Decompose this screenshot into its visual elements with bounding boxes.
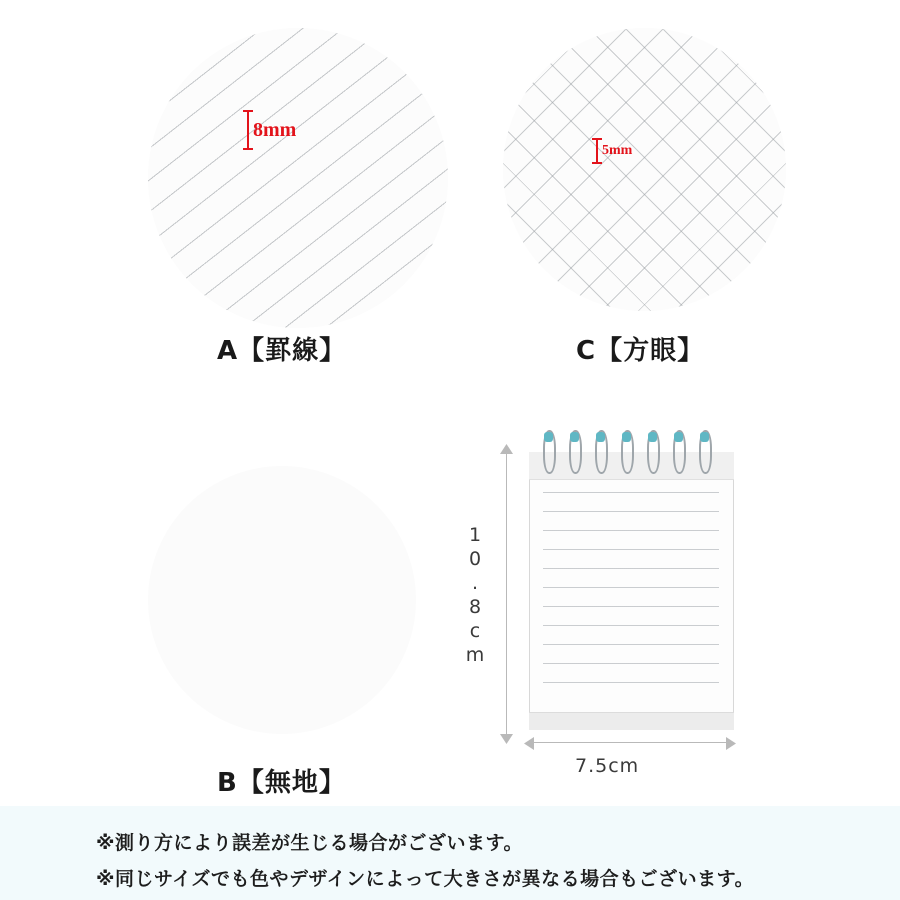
dimension-arrow-left-icon (524, 737, 534, 750)
spiral-ring-icon (647, 430, 660, 476)
measure-bar-icon (247, 110, 249, 150)
dimension-arrow-up-icon (500, 444, 513, 454)
spiral-ring-icon (543, 430, 556, 476)
spiral-ring-icon (699, 430, 712, 476)
sample-circle-blank (148, 466, 416, 734)
dimension-arrow-down-icon (500, 734, 513, 744)
dimension-arrow-right-icon (726, 737, 736, 750)
notepad-bottom-edge (529, 712, 734, 730)
notepad-ruled-lines (543, 492, 719, 700)
caption-sample-a: A【罫線】 (217, 336, 347, 366)
spiral-ring-icon (621, 430, 634, 476)
sample-circle-ruled (148, 28, 448, 328)
spiral-ring-icon (673, 430, 686, 476)
dimension-label-height: 10.8cm (464, 524, 486, 668)
measure-annotation-grid (596, 138, 632, 164)
dimension-label-width: 7.5cm (575, 755, 640, 777)
notepad-illustration (529, 430, 734, 730)
spiral-ring-icon (569, 430, 582, 476)
sample-circle-grid (503, 28, 786, 311)
footer-note-line-2: ※同じサイズでも色やデザインによって大きさが異なる場合もございます。 (96, 868, 755, 890)
measure-annotation-ruled (247, 110, 296, 150)
measure-label-ruled: 8mm (253, 118, 297, 141)
dimension-line-width (530, 742, 730, 743)
measure-bar-icon (596, 138, 598, 164)
footer-note-line-1: ※測り方により誤差が生じる場合がございます。 (96, 832, 523, 854)
dimension-line-height (506, 450, 507, 738)
caption-sample-c: C【方眼】 (576, 336, 705, 366)
measure-label-grid: 5mm (602, 143, 633, 158)
spiral-ring-icon (595, 430, 608, 476)
caption-sample-b: B【無地】 (217, 768, 346, 798)
